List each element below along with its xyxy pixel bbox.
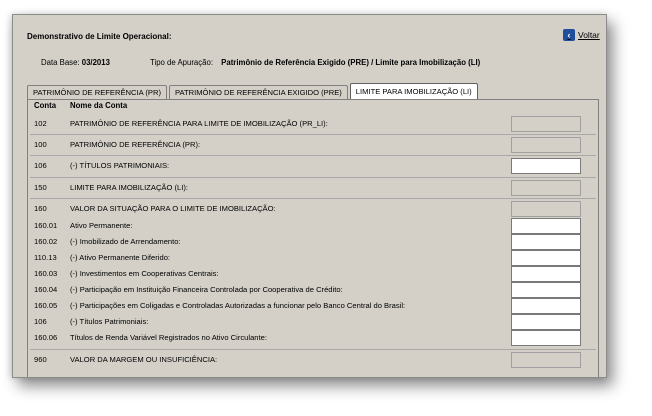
tab-patrimonio-referencia[interactable]: PATRIMÔNIO DE REFERÊNCIA (PR)	[27, 85, 167, 99]
row-code: 102	[34, 119, 47, 128]
value-field[interactable]	[511, 266, 581, 282]
value-field	[511, 352, 581, 368]
table-row	[28, 330, 598, 346]
row-label: (-) Investimentos em Cooperativas Centrais:	[70, 269, 219, 278]
divider	[30, 177, 596, 178]
row-code: 160.01	[34, 221, 58, 230]
row-label: PATRIMÔNIO DE REFERÊNCIA (PR):	[70, 140, 201, 149]
tab-panel	[27, 99, 599, 378]
window-frame	[12, 14, 607, 378]
row-label: (-) Participações em Coligadas e Controladas Autorizadas a funcionar pelo Banco Central do Brasil:	[70, 301, 406, 310]
row-label: (-) Participação em Instituição Financeira Controlada por Cooperativa de Crédito:	[70, 285, 343, 294]
value-field[interactable]	[511, 330, 581, 346]
table-row	[28, 298, 598, 314]
tab-limite-imobilizacao[interactable]: LIMITE PARA IMOBILIZAÇÃO (LI)	[350, 83, 478, 99]
row-label: (-) Ativo Permanente Diferido:	[70, 253, 171, 262]
value-field[interactable]	[511, 158, 581, 174]
col-nome-conta: Nome da Conta	[70, 101, 128, 110]
divider	[30, 198, 596, 199]
row-label: LIMITE PARA IMOBILIZAÇÃO (LI):	[70, 183, 189, 192]
tipo-value: Patrimônio de Referência Exigido (PRE) / Limite para Imobilização (LI)	[221, 58, 481, 67]
value-field[interactable]	[511, 218, 581, 234]
value-field	[511, 180, 581, 196]
row-label: (-) Imobilizado de Arrendamento:	[70, 237, 181, 246]
row-code: 106	[34, 161, 47, 170]
value-field[interactable]	[511, 234, 581, 250]
row-code: 160.04	[34, 285, 58, 294]
page-title: Demonstrativo de Limite Operacional:	[27, 32, 172, 41]
row-code: 160	[34, 204, 47, 213]
table-row	[28, 352, 598, 368]
back-label: Voltar	[578, 30, 600, 40]
table-row	[28, 234, 598, 250]
table-row	[28, 137, 598, 153]
row-code: 100	[34, 140, 47, 149]
divider	[30, 155, 596, 156]
value-field[interactable]	[511, 298, 581, 314]
value-field[interactable]	[511, 314, 581, 330]
table-row	[28, 116, 598, 132]
value-field	[511, 116, 581, 132]
tipo-label: Tipo de Apuração:	[150, 58, 213, 67]
table-row	[28, 180, 598, 196]
row-code: 160.05	[34, 301, 58, 310]
value-field[interactable]	[511, 250, 581, 266]
row-label: VALOR DA SITUAÇÃO PARA O LIMITE DE IMOBILIZAÇÃO:	[70, 204, 276, 213]
row-label: Títulos de Renda Variável Registrados no Ativo Circulante:	[70, 333, 267, 342]
back-button[interactable]	[563, 29, 600, 41]
data-base-value: 03/2013	[81, 58, 110, 67]
row-code: 160.06	[34, 333, 58, 342]
row-code: 960	[34, 355, 47, 364]
chevron-left-icon: ‹	[563, 29, 575, 41]
row-label: Ativo Permanente:	[70, 221, 133, 230]
divider	[30, 349, 596, 350]
table-row	[28, 282, 598, 298]
tipo-apuracao	[150, 58, 480, 67]
row-label: PATRIMÔNIO DE REFERÊNCIA PARA LIMITE DE IMOBILIZAÇÃO (PR_LI):	[70, 119, 328, 128]
row-code: 106	[34, 317, 47, 326]
value-field	[511, 201, 581, 217]
row-code: 160.02	[34, 237, 58, 246]
data-base-label: Data Base:	[41, 58, 80, 67]
row-code: 110.13	[34, 253, 57, 262]
data-base	[41, 58, 110, 67]
value-field[interactable]	[511, 282, 581, 298]
row-code: 160.03	[34, 269, 58, 278]
value-field	[511, 137, 581, 153]
tab-patrimonio-referencia-exigido[interactable]: PATRIMÔNIO DE REFERÊNCIA EXIGIDO (PRE)	[169, 85, 348, 99]
row-label: (-) TÍTULOS PATRIMONIAIS:	[70, 161, 170, 170]
divider	[30, 134, 596, 135]
table-header	[34, 101, 127, 110]
row-label: VALOR DA MARGEM OU INSUFICIÊNCIA:	[70, 355, 218, 364]
table-row	[28, 158, 598, 174]
table-row	[28, 218, 598, 234]
col-conta: Conta	[34, 101, 57, 110]
row-label: (-) Títulos Patrimoniais:	[70, 317, 149, 326]
row-code: 150	[34, 183, 47, 192]
tab-bar	[27, 83, 480, 99]
table-row	[28, 201, 598, 217]
table-row	[28, 250, 598, 266]
table-row	[28, 266, 598, 282]
table-row	[28, 314, 598, 330]
